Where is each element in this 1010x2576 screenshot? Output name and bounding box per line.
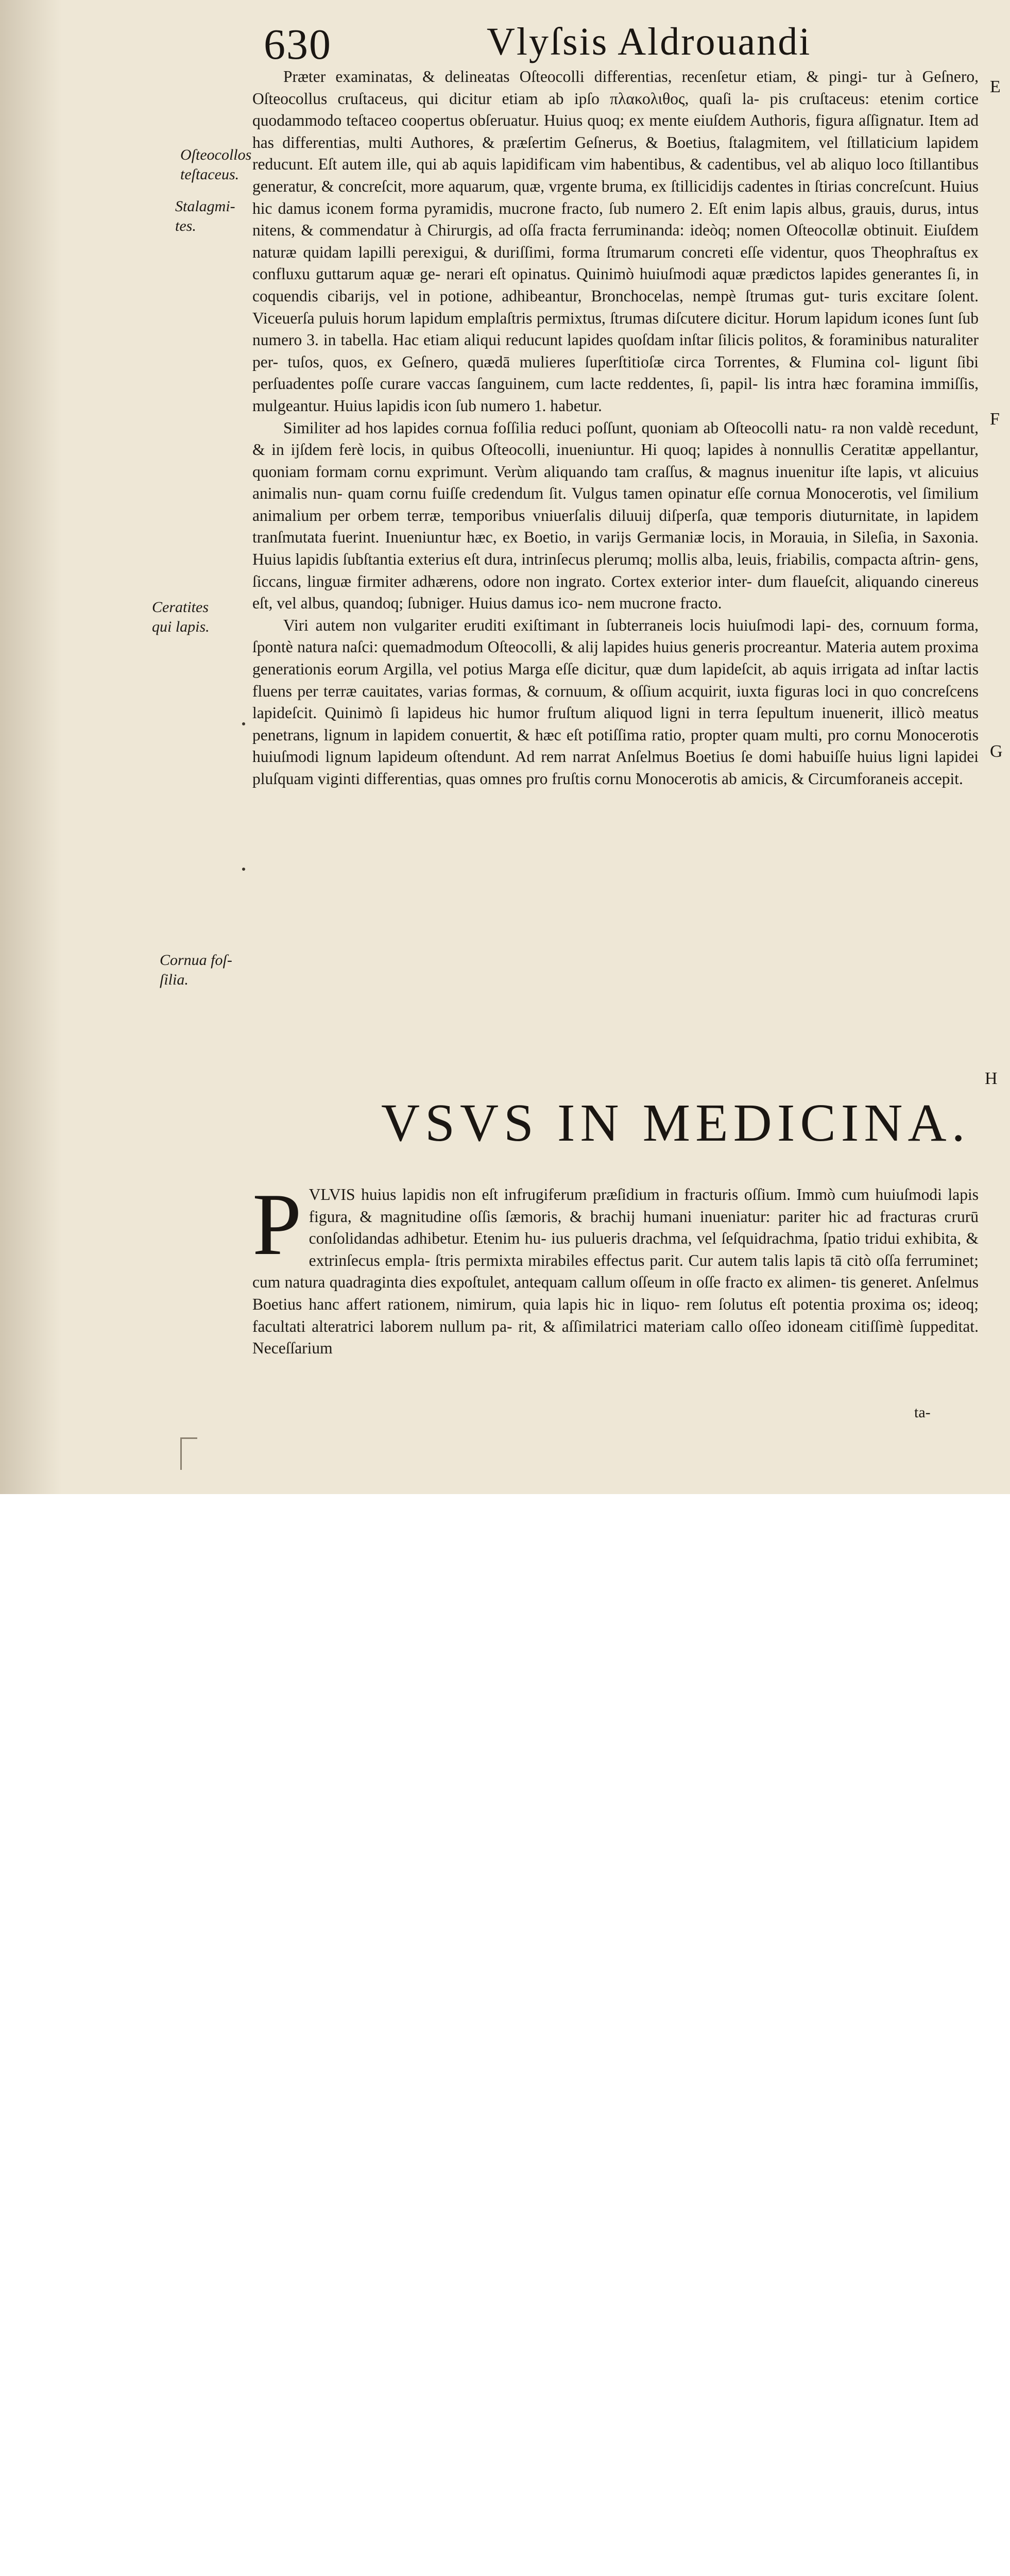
marginal-ceratites: Ceratites qui lapis. — [152, 599, 210, 635]
margin-dot — [242, 868, 245, 871]
usus-paragraph — [252, 1176, 979, 1360]
marginal-cornua: Cornua foſ- ſilia. — [160, 952, 232, 988]
marginal-stalagmites: Stalagmi- tes. — [175, 198, 235, 234]
signature-mark-h: H — [985, 1069, 998, 1088]
footer-bar — [0, 1494, 1010, 1643]
signature-mark-f: F — [990, 410, 1000, 429]
section-heading: VSVS IN MEDICINA. — [381, 1093, 970, 1153]
paragraph-osteocolli: Præter examinatas, & delineatas Oſteocolli differentias, recenſetur etiam, & pingi- tur à Geſnero, Oſteocollus cruſtaceus, qui dicitur etiam ab ipſo πλακολιθος, quaſi la- pis cruſtaceus: etenim cortice quodammodo teſtaceo coopertus obſeruatur. Huius quoq; ex mente eiuſdem Authoris, figura aſſignatur. Item ad has differentias, multi Authores, & præſertim Geſnerus, & Boetius, ſtalagmitem, vel ſtillaticium lapidem reducunt. Eſt autem ille, qui ab aquis lapidificam vim habentibus, & cadentibus, vel ab aliquo loco ſtillantibus generatur, & concreſcit, more aquarum, quæ, vrgente bruma, ex ſtillicidijs cadentes in ſtirias concreſcunt. Huius hic damus iconem forma pyramidis, mucrone fracto, ſub numero 2. Eſt enim lapis albus, grauis, durus, intus nitens, & commendatur à Chirurgis, ad oſſa fracta ferruminanda: ideòq; nomen Oſteocollæ obtinuit. Eiuſdem naturæ quidam lapilli perexigui, & duriſſimi, forma ſtrumarum concreti eſſe videntur, quos Theophraſtus ex confluxu guttarum aquæ ge- nerari eſt opinatus. Quinimò huiuſmodi aquæ prædictos lapides generantes ſi, in coquendis cibarijs, vel in potione, adhibeantur, Bronchocelas, nempè ſtrumas gut- turis excitare ſolent. Viceuerſa puluis horum lapidum emplaſtris permixtus, ſtrumas diſcutere dicitur. Horum lapidum icones ſunt ſub numero 3. in tabella. Hac etiam aliqui reducunt lapides quoſdam inſtar ſilicis politos, & foraminibus naturaliter per- tuſos, quos, ex Geſnero, quædā mulieres ſuperſtitioſæ circa Torrentes, & Flumina col- ligunt ſibi perſuadentes poſſe curare vaccas ſanguinem, cum lacte reddentes, ſi, papil- lis intra hæc foramina immiſſis, mulgeantur. Huius lapidis icon ſub numero 1. habetur. — [252, 67, 979, 415]
usus-text: VLVIS huius lapidis non eſt infrugiferum præſidium in fracturis oſſium. Immò cum huiuſmodi lapis figura, & magnitudine oſſis ſæmoris, & brachij humani inueniatur: pariter hic ad fracturas crurū conſolidandas adhibetur. Etenim hu- ius pulueris drachma, vel ſeſquidrachma, ſpatio tridui exhibita, & extrinſecus empla- ſtris permixta mirabiles effectus parit. Cur autem talis lapis tā citò oſſa ferruminet; cum natura quadraginta dies expoſtulet, antequam callum oſſeum in oſſe fracto ex alimen- tis generet. Anſelmus Boetius hanc affert rationem, nimirum, quia lapis hic in liquo- rem ſolutus eſt potentia proxima os; ideoq; facultati alteratrici laborem nullum pa- rit, & aſſimilatrici materiam callo oſſeo idoneam citiſſimè ſuppeditat. Neceſſarium — [252, 1185, 979, 1358]
catchword: ta- — [914, 1404, 931, 1421]
signature-mark-e: E — [990, 77, 1001, 96]
main-text — [252, 66, 979, 790]
stray-pencil-mark — [180, 1437, 197, 1470]
page-number: 630 — [264, 21, 332, 69]
running-title: Vlyſsis Aldrouandi — [487, 20, 812, 63]
margin-dot — [242, 722, 245, 725]
marginal-osteocollos: Oſteocollos teſtaceus. — [180, 146, 252, 183]
gutter-shadow — [0, 0, 62, 1494]
paragraph-generatio: Viri autem non vulgariter eruditi exiſtimant in ſubterraneis locis huiuſmodi lapi- des, cornuum forma, ſpontè natura naſci: quemadmodum Oſteocolli, & alij lapides huius generis procreantur. Materia autem proxima generationis eorum Argilla, vel potius Marga eſſe dicitur, quæ dum lapideſcit, ab aquis irrigata ad inſtar lactis fluens per terræ cauitates, varias formas, & cornuum, & oſſium acquirit, iuxta figuras loci in quo concreſcens lapideſcit. Quinimò ſi lapideus hic humor fruſtum aliquod ligni in terra ſepultum inuenerit, illicò meatus penetrans, lignum in lapidem conuertit, & hæc eſt potiſſima ratio, propter quam multi, pro cornu Monocerotis huiuſmodi lignum lapideum oſtendunt. Ad rem narrat Anſelmus Boetius ſe domi habuiſſe huius ligni lapidei pluſquam viginti differentias, quas omnes pro fruſtis cornu Monocerotis ab amicis, & Circumforaneis accepit. — [252, 616, 979, 788]
paragraph-cornua: Similiter ad hos lapides cornua foſſilia reduci poſſunt, quoniam ab Oſteocolli natu- ra non valdè recedunt, & in ijſdem ferè locis, in quibus Oſteocolli, inueniuntur. Hi quoq; lapides à nonnullis Ceratitæ appellantur, quoniam formam cornu exprimunt. Verùm aliquando tam craſſus, & magnus inuenitur iſte lapis, vt alicuius animalis nun- quam cornu fuiſſe credendum ſit. Vulgus tamen opinatur eſſe cornua Monocerotis, vel ſimilium animalium per orbem terræ, temporibus vniuerſalis diluuij diſperſa, quæ temporis diuturnitate, in lapidem tranſmutata fuerint. Inueniuntur hæc, ex Boetio, in varijs Germaniæ locis, in Morauia, in Sileſia, in Saxonia. Huius lapidis ſubſtantia exterius eſt dura, intrinſecus plerumq; mollis alba, leuis, friabilis, compacta aſtrin- gens, ſiccans, linguæ firmiter adhærens, odore non ingrato. Cortex exterior inter- dum flaueſcit, aliquando cinereus eſt, vel albus, quandoq; ſubniger. Huius damus ico- nem mucrone fracto. — [252, 418, 979, 613]
drop-cap: P — [252, 1176, 302, 1274]
signature-mark-g: G — [990, 742, 1003, 761]
